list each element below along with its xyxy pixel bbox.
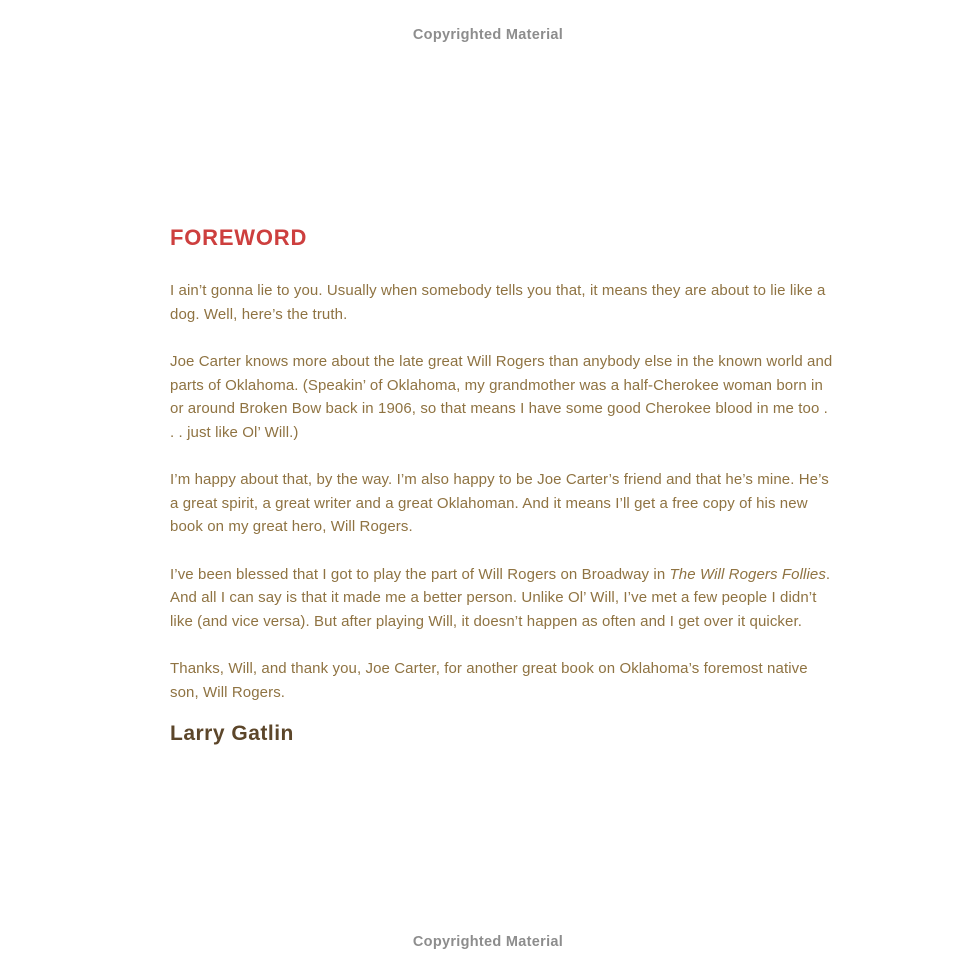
paragraph-3	[170, 468, 834, 539]
paragraph-4-text-before-title: I’ve been blessed that I got to play the part of Will Rogers on Broadway in	[170, 565, 670, 583]
copyright-notice-bottom: Copyrighted Material	[412, 934, 564, 950]
paragraph-3-text: I’m happy about that, by the way. I’m also happy to be Joe Carter’s friend and that he’s mine. He’s a great spirit, a great writer and a great Oklahoman. And it means I’ll get a free copy of his new book on my great hero, Will Rogers.	[170, 471, 829, 535]
paragraph-2	[170, 350, 834, 444]
foreword-body	[170, 279, 834, 704]
paragraph-4	[170, 563, 834, 634]
paragraph-2-text: Joe Carter knows more about the late great Will Rogers than anybody else in the known world and parts of Oklahoma. (Speakin’ of Oklahoma, my grandmother was a half-Cherokee woman born in or around Broken Bow back in 1906, so that means I have some good Cherokee blood in me too . . . just like Ol’ Will.)	[170, 353, 833, 441]
book-title-italic: The Will Rogers Follies	[669, 565, 826, 583]
paragraph-5-text: Thanks, Will, and thank you, Joe Carter, for another great book on Oklahoma’s foremost native son, Will Rogers.	[170, 660, 808, 701]
paragraph-5	[170, 657, 834, 704]
paragraph-1	[170, 279, 834, 326]
foreword-heading: FOREWORD	[170, 225, 308, 250]
foreword-section	[170, 227, 834, 746]
paragraph-4-text-after-title: . And all I can say is that it made me a better person. Unlike Ol’ Will, I’ve met a few people I didn’t like (and vice versa). But after playing Will, it doesn’t happen as often and I get over it quicker.	[170, 565, 831, 630]
author-signature: Larry Gatlin	[170, 722, 294, 745]
copyright-notice-top: Copyrighted Material	[412, 27, 564, 43]
paragraph-1-text: I ain’t gonna lie to you. Usually when somebody tells you that, it means they are about to lie like a dog. Well, here’s the truth.	[170, 282, 826, 323]
